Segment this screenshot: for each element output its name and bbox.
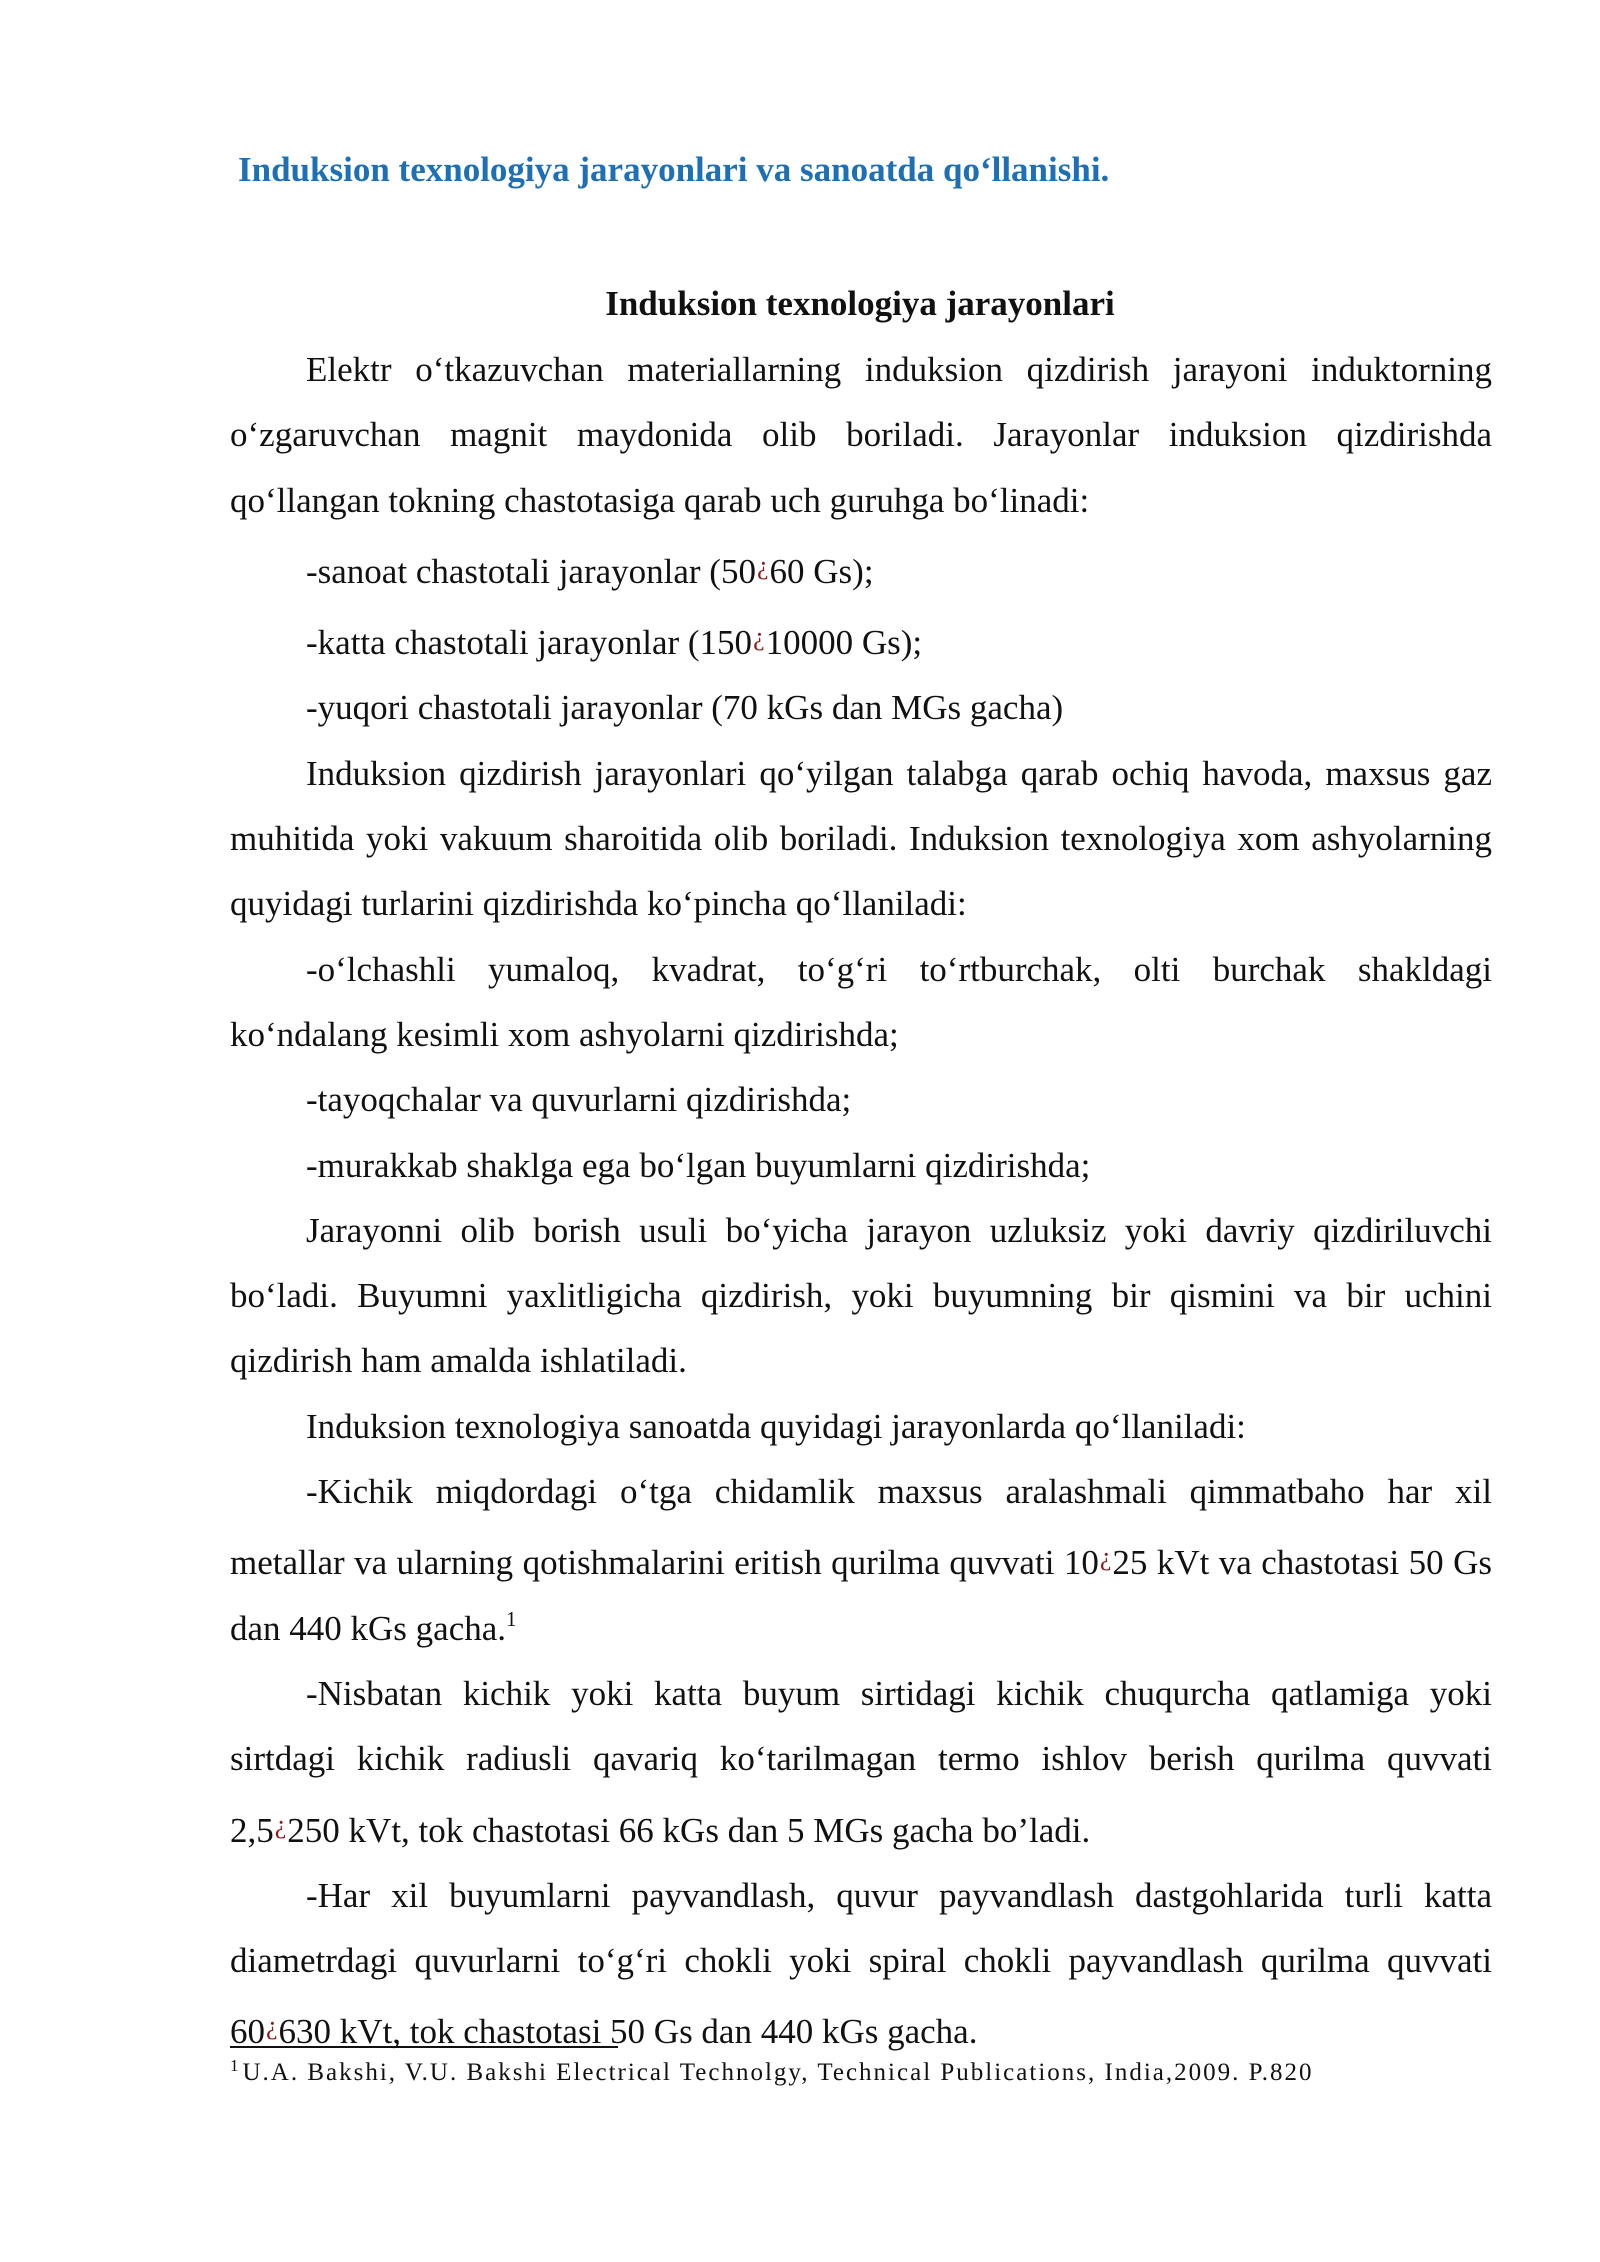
list-item: -yuqori chastotali jarayonlar (70 kGs dan MGs gacha) <box>306 688 1064 728</box>
list-item: -Har xil buyumlarni payvandlash, quvur payvandlash dastgohlarida turli katta diametrdagi quvurlarni to‘g‘ri chokli yoki spiral chokli payvandlash qurilma quvvati 60¿630 kVt, tok chastotasi 50 Gs dan 440 kGs gacha. <box>230 1875 1492 2052</box>
list-item: -murakkab shaklga ega bo‘lgan buyumlarni qizdirishda; <box>306 1145 1091 1185</box>
paragraph: Induksion texnologiya sanoatda quyidagi jarayonlarda qo‘llaniladi: <box>306 1406 1246 1446</box>
range-symbol: ¿ <box>274 1809 287 1839</box>
list-item: -tayoqchalar va quvurlarni qizdirishda; <box>306 1080 852 1120</box>
range-symbol: ¿ <box>756 550 769 580</box>
footnote-divider <box>230 2046 618 2048</box>
paragraph: Induksion qizdirish jarayonlari qo‘yilgan talabga qarab ochiq havoda, maxsus gaz muhitida yoki vakuum sharoitida olib boriladi. Induksion texnologiya xom ashyolarning quyidagi turlarini qizdirishda ko‘pincha qo‘llaniladi: <box>230 753 1492 924</box>
range-symbol: ¿ <box>266 2011 278 2041</box>
section-heading: Induksion texnologiya jarayonlari <box>605 284 1115 323</box>
footnote-mark: 1 <box>230 2056 239 2075</box>
list-item: -sanoat chastotali jarayonlar (50¿60 Gs); <box>306 550 874 591</box>
body-text <box>230 337 1492 2065</box>
paragraph: Jarayonni olib borish usuli bo‘yicha jarayon uzluksiz yoki davriy qizdiriluvchi bo‘ladi. Buyumni yaxlitligicha qizdirish, yoki buyumning bir qismini va bir uchini qizdirish ham amalda ishlatiladi. <box>230 1210 1492 1381</box>
list-item: -Kichik miqdordagi o‘tga chidamlik maxsus aralashmali qimmatbaho har xil metallar va ularning qotishmalarini eritish qurilma quvvati 10¿25 kVt va chastotasi 50 Gs dan 440 kGs gacha.$^1$ <box>230 1472 1492 1648</box>
range-symbol: ¿ <box>1099 1542 1112 1572</box>
list-item: -katta chastotali jarayonlar (150¿10000 Gs); <box>306 622 923 663</box>
footnote <box>230 2056 1314 2087</box>
list-item: -Nisbatan kichik yoki katta buyum sirtidagi kichik chuqurcha qatlamiga yoki sirtdagi kichik radiusli qavariq ko‘tarilmagan termo ishlov berish qurilma quvvati 2,5¿250 kVt, tok chastotasi 66 kGs dan 5 MGs gacha bo’ladi. <box>230 1673 1492 1850</box>
range-symbol: ¿ <box>753 622 765 652</box>
footnote-reference[interactable]: 1 <box>506 1606 517 1631</box>
footnote-text: U.A. Bakshi, V.U. Bakshi Electrical Technolgy, Technical Publications, India,2009. P.820 <box>242 2059 1314 2086</box>
paragraph: Elektr o‘tkazuvchan materiallarning induksion qizdirish jarayoni induktorning o‘zgaruvchan magnit maydonida olib boriladi. Jarayonlar induksion qizdirishda qo‘llangan tokning chastotasiga qarab uch guruhga bo‘linadi: <box>230 350 1492 520</box>
document-title: Induksion texnologiya jarayonlari va sanoatda qo‘llanishi. <box>238 150 1110 189</box>
list-item: -o‘lchashli yumaloq, kvadrat, to‘g‘ri to‘rtburchak, olti burchak shakldagi ko‘ndalang kesimli xom ashyolarni qizdirishda; <box>230 949 1492 1054</box>
